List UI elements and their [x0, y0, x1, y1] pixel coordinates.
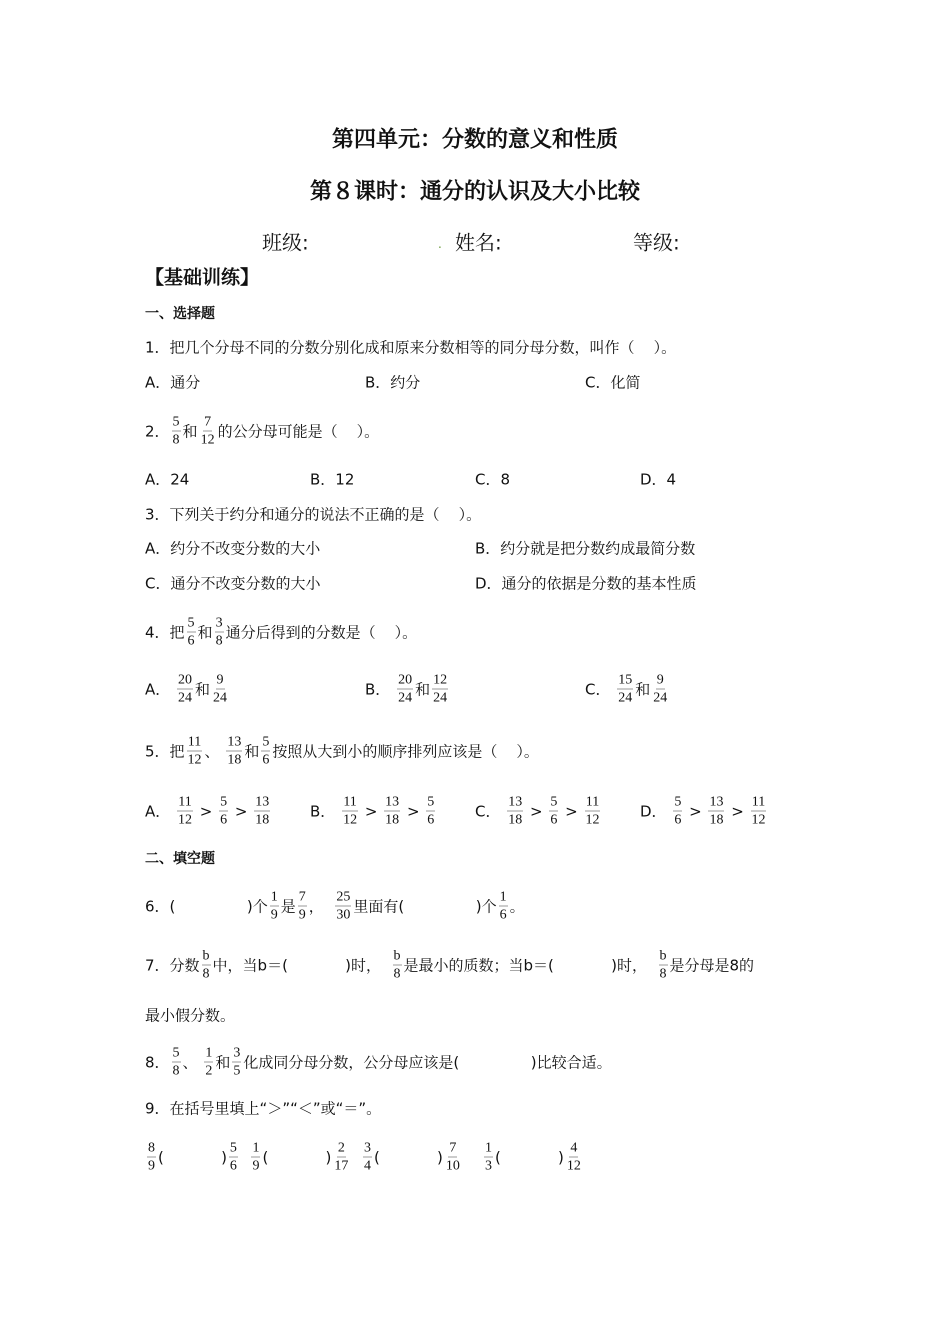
q2-option-d[interactable]: [640, 469, 676, 490]
fraction: [484, 1141, 493, 1174]
fraction: [566, 1141, 582, 1174]
denominator: 17: [334, 1158, 349, 1174]
text-segment: C．: [585, 680, 616, 699]
fraction: [507, 795, 523, 828]
denominator: 18: [709, 812, 724, 828]
text-segment: B．约分: [365, 373, 421, 392]
fraction: [204, 1046, 213, 1079]
question-5: [145, 735, 539, 768]
text-segment: [240, 1148, 250, 1166]
numerator: 25: [336, 889, 351, 905]
question-4: [145, 616, 417, 649]
fraction: [384, 795, 400, 828]
numerator: b: [393, 948, 401, 964]
numerator: 11: [178, 794, 192, 810]
numerator: 5: [674, 794, 682, 810]
numerator: 5: [550, 794, 558, 810]
numerator: 1: [484, 1140, 492, 1156]
numerator: 13: [255, 794, 270, 810]
denominator: 18: [385, 812, 400, 828]
text-segment: 化成同分母分数，公分母应该是( )比较合适。: [243, 1053, 612, 1072]
q5-option-b[interactable]: [310, 795, 437, 828]
text-segment: A．通分: [145, 373, 201, 392]
text-segment: >: [230, 802, 253, 820]
fraction: [232, 1046, 241, 1079]
question-7-continued: [145, 1005, 235, 1026]
fraction: [226, 735, 242, 768]
denominator: 12: [187, 752, 202, 768]
denominator: 5: [233, 1063, 241, 1079]
text-segment: ( ): [373, 1148, 443, 1166]
denominator: 6: [262, 752, 270, 768]
numerator: 12: [433, 672, 448, 688]
numerator: 20: [178, 672, 193, 688]
numerator: 4: [570, 1140, 578, 1156]
text-segment: C．: [475, 802, 506, 821]
question-7: [145, 949, 754, 982]
text-segment: >: [684, 802, 707, 820]
q4-option-b[interactable]: [365, 673, 450, 706]
numerator: 7: [204, 414, 212, 430]
q9-comparison-row: [145, 1141, 584, 1174]
denominator: 12: [343, 812, 358, 828]
text-segment: 。: [509, 897, 525, 916]
fraction: [397, 673, 413, 706]
denominator: 10: [445, 1158, 460, 1174]
denominator: 9: [148, 1158, 155, 1174]
numerator: 7: [298, 889, 306, 905]
fraction: [270, 890, 279, 923]
numerator: 13: [227, 734, 242, 750]
denominator: 6: [229, 1158, 237, 1174]
text-segment: A．: [145, 680, 176, 699]
numerator: 3: [215, 615, 223, 631]
fraction: [172, 1046, 181, 1079]
text-segment: A．24: [145, 470, 190, 489]
fraction: [215, 616, 224, 649]
numerator: 5: [262, 734, 270, 750]
fraction: [652, 673, 668, 706]
numerator: 2: [337, 1140, 345, 1156]
class-label: 班级:: [262, 230, 309, 255]
text-segment: 通分后得到的分数是（ ）。: [225, 623, 418, 642]
q5-option-c[interactable]: [475, 795, 602, 828]
denominator: 30: [336, 907, 351, 923]
numerator: 13: [385, 794, 400, 810]
text-segment: 和: [244, 742, 260, 761]
fraction: [549, 795, 558, 828]
q4-option-a[interactable]: [145, 673, 230, 706]
q5-option-d[interactable]: [640, 795, 769, 828]
text-segment: B．约分就是把分数约成最简分数: [475, 539, 696, 558]
fraction: [147, 1141, 156, 1174]
denominator: 24: [653, 690, 668, 706]
fraction: [445, 1141, 461, 1174]
denominator: 8: [393, 966, 401, 982]
fraction: [673, 795, 682, 828]
numerator: 3: [363, 1140, 371, 1156]
denominator: 12: [751, 812, 766, 828]
text-segment: D．通分的依据是分数的基本性质: [475, 574, 697, 593]
numerator: 13: [508, 794, 523, 810]
text-segment: >: [726, 802, 749, 820]
denominator: 6: [550, 812, 558, 828]
fraction: [251, 1141, 260, 1174]
text-segment: C．通分不改变分数的大小: [145, 574, 321, 593]
question-1: [145, 337, 676, 358]
text-segment: A．约分不改变分数的大小: [145, 539, 321, 558]
text-segment: 和: [635, 680, 651, 699]
q1-option-a[interactable]: [145, 372, 200, 393]
denominator: 6: [499, 907, 507, 923]
text-segment: [351, 1148, 361, 1166]
fraction: [499, 890, 508, 923]
denominator: 8: [172, 1063, 180, 1079]
text-segment: 4．把: [145, 623, 185, 642]
question-9: [145, 1098, 381, 1119]
fraction: [254, 795, 270, 828]
text-segment: D．4: [640, 470, 677, 489]
denominator: 24: [618, 690, 633, 706]
numerator: 1: [499, 889, 507, 905]
text-segment: 2．: [145, 422, 170, 441]
text-segment: 最小假分数。: [145, 1006, 236, 1025]
fraction: [659, 949, 668, 982]
denominator: 12: [585, 812, 600, 828]
q3-option-c[interactable]: [145, 573, 320, 594]
text-segment: B．: [365, 680, 396, 699]
numerator: 20: [398, 672, 413, 688]
fraction: [617, 673, 633, 706]
text-segment: ，: [308, 897, 334, 916]
text-segment: 9．在括号里填上“＞”“＜”或“＝”。: [145, 1099, 382, 1118]
q3-option-b[interactable]: [475, 538, 695, 559]
numerator: 11: [187, 734, 202, 750]
denominator: 8: [659, 966, 667, 982]
text-segment: 1．把几个分母不同的分数分别化成和原来分数相等的同分母分数，叫作（ ）。: [145, 338, 677, 357]
q5-option-a[interactable]: [145, 795, 272, 828]
fraction: [333, 1141, 349, 1174]
section-basic-training: 【基础训练】: [145, 266, 260, 289]
denominator: 2: [205, 1063, 213, 1079]
text-segment: 按照从大到小的顺序排列应该是（ ）。: [272, 742, 539, 761]
fraction: [172, 415, 181, 448]
denominator: 18: [255, 812, 270, 828]
fraction: [177, 673, 193, 706]
text-segment: 、: [182, 1053, 203, 1072]
numerator: 11: [751, 794, 766, 810]
fraction: [219, 795, 228, 828]
text-segment: ( ): [262, 1148, 332, 1166]
question-3: [145, 504, 481, 525]
text-segment: B．12: [310, 470, 355, 489]
question-6: [145, 890, 525, 923]
denominator: 8: [215, 633, 223, 649]
text-segment: 8．: [145, 1053, 170, 1072]
text-segment: >: [402, 802, 425, 820]
q3-option-d[interactable]: [475, 573, 697, 594]
q1-option-c[interactable]: [585, 372, 640, 393]
numerator: 5: [220, 794, 228, 810]
numerator: 5: [187, 615, 195, 631]
text-segment: 是最小的质数；当b＝( )时，: [403, 956, 657, 975]
grade-label: 等级:: [633, 230, 680, 255]
fraction: [335, 890, 351, 923]
fraction: [202, 949, 211, 982]
numerator: 5: [172, 414, 180, 430]
text-segment: >: [525, 802, 548, 820]
denominator: 24: [213, 690, 228, 706]
text-segment: [463, 1148, 482, 1166]
denominator: 12: [200, 432, 215, 448]
denominator: 12: [178, 812, 193, 828]
numerator: 11: [343, 794, 357, 810]
text-segment: 、: [204, 742, 225, 761]
text-segment: ( ): [158, 1148, 227, 1166]
numerator: 5: [229, 1140, 237, 1156]
fraction: [200, 415, 216, 448]
text-segment: C．8: [475, 470, 511, 489]
fraction: [393, 949, 402, 982]
denominator: 8: [172, 432, 180, 448]
fraction: [177, 795, 193, 828]
q2-option-c[interactable]: [475, 469, 510, 490]
text-segment: 和: [197, 623, 213, 642]
text-segment: D．: [640, 802, 672, 821]
fraction: [298, 890, 307, 923]
text-segment: 中，当b＝( )时，: [212, 956, 391, 975]
text-segment: 和: [415, 680, 431, 699]
lesson-title: 第８课时：通分的认识及大小比较: [309, 179, 640, 205]
numerator: 9: [216, 672, 224, 688]
text-segment: 的公分母可能是（ ）。: [217, 422, 380, 441]
text-segment: 和: [215, 1053, 231, 1072]
text-segment: 6．( )个: [145, 897, 268, 916]
denominator: 3: [484, 1158, 492, 1174]
fraction: [708, 795, 724, 828]
denominator: 9: [298, 907, 306, 923]
q1-option-b[interactable]: [365, 372, 420, 393]
text-segment: B．: [310, 802, 341, 821]
denominator: 8: [202, 966, 210, 982]
unit-title: 第四单元：分数的意义和性质: [331, 127, 618, 153]
question-2: [145, 415, 379, 448]
denominator: 9: [270, 907, 278, 923]
text-segment: C．化简: [585, 373, 641, 392]
text-segment: 和: [182, 422, 198, 441]
fraction: [342, 795, 358, 828]
fraction: [212, 673, 228, 706]
section-fill-in: 二、填空题: [145, 851, 215, 867]
fraction: [751, 795, 767, 828]
denominator: 24: [178, 690, 193, 706]
question-8: [145, 1046, 612, 1079]
denominator: 24: [398, 690, 413, 706]
denominator: 9: [252, 1158, 260, 1174]
fraction: [261, 735, 270, 768]
numerator: 8: [148, 1140, 155, 1156]
fraction: [426, 795, 435, 828]
text-segment: 和: [195, 680, 211, 699]
numerator: b: [202, 948, 210, 964]
q2-option-a[interactable]: [145, 469, 189, 490]
numerator: 1: [270, 889, 278, 905]
text-segment: 5．把: [145, 742, 185, 761]
numerator: 1: [252, 1140, 260, 1156]
text-segment: 里面有( )个: [353, 897, 497, 916]
denominator: 6: [427, 812, 435, 828]
fraction: [187, 735, 203, 768]
numerator: 7: [449, 1140, 457, 1156]
denominator: 6: [187, 633, 195, 649]
denominator: 24: [433, 690, 448, 706]
q4-option-c[interactable]: [585, 673, 670, 706]
text-segment: 7．分数: [145, 956, 200, 975]
q3-option-a[interactable]: [145, 538, 320, 559]
numerator: b: [659, 948, 667, 964]
fraction: [187, 616, 196, 649]
numerator: 13: [709, 794, 724, 810]
numerator: 1: [205, 1045, 213, 1061]
denominator: 4: [363, 1158, 371, 1174]
denominator: 6: [220, 812, 228, 828]
text-segment: 是分母是8的: [669, 956, 755, 975]
denominator: 6: [674, 812, 682, 828]
text-segment: >: [560, 802, 583, 820]
numerator: 3: [233, 1045, 241, 1061]
text-segment: ( ): [494, 1148, 564, 1166]
numerator: 9: [656, 672, 664, 688]
section-multiple-choice: 一、选择题: [145, 306, 215, 322]
text-segment: >: [195, 802, 218, 820]
numerator: 5: [172, 1045, 180, 1061]
text-segment: A．: [145, 802, 176, 821]
text-segment: 是: [280, 897, 296, 916]
denominator: 18: [227, 752, 242, 768]
fraction: [229, 1141, 238, 1174]
fraction: [363, 1141, 372, 1174]
q2-option-b[interactable]: [310, 469, 354, 490]
numerator: 5: [427, 794, 435, 810]
text-segment: 3．下列关于约分和通分的说法不正确的是（ ）。: [145, 505, 482, 524]
fraction: [432, 673, 448, 706]
denominator: 18: [508, 812, 523, 828]
name-label: 姓名:: [455, 230, 502, 255]
numerator: 11: [585, 794, 600, 810]
dot-mark: .: [438, 237, 442, 251]
text-segment: >: [360, 802, 383, 820]
denominator: 12: [566, 1158, 581, 1174]
numerator: 15: [618, 672, 633, 688]
fraction: [584, 795, 600, 828]
